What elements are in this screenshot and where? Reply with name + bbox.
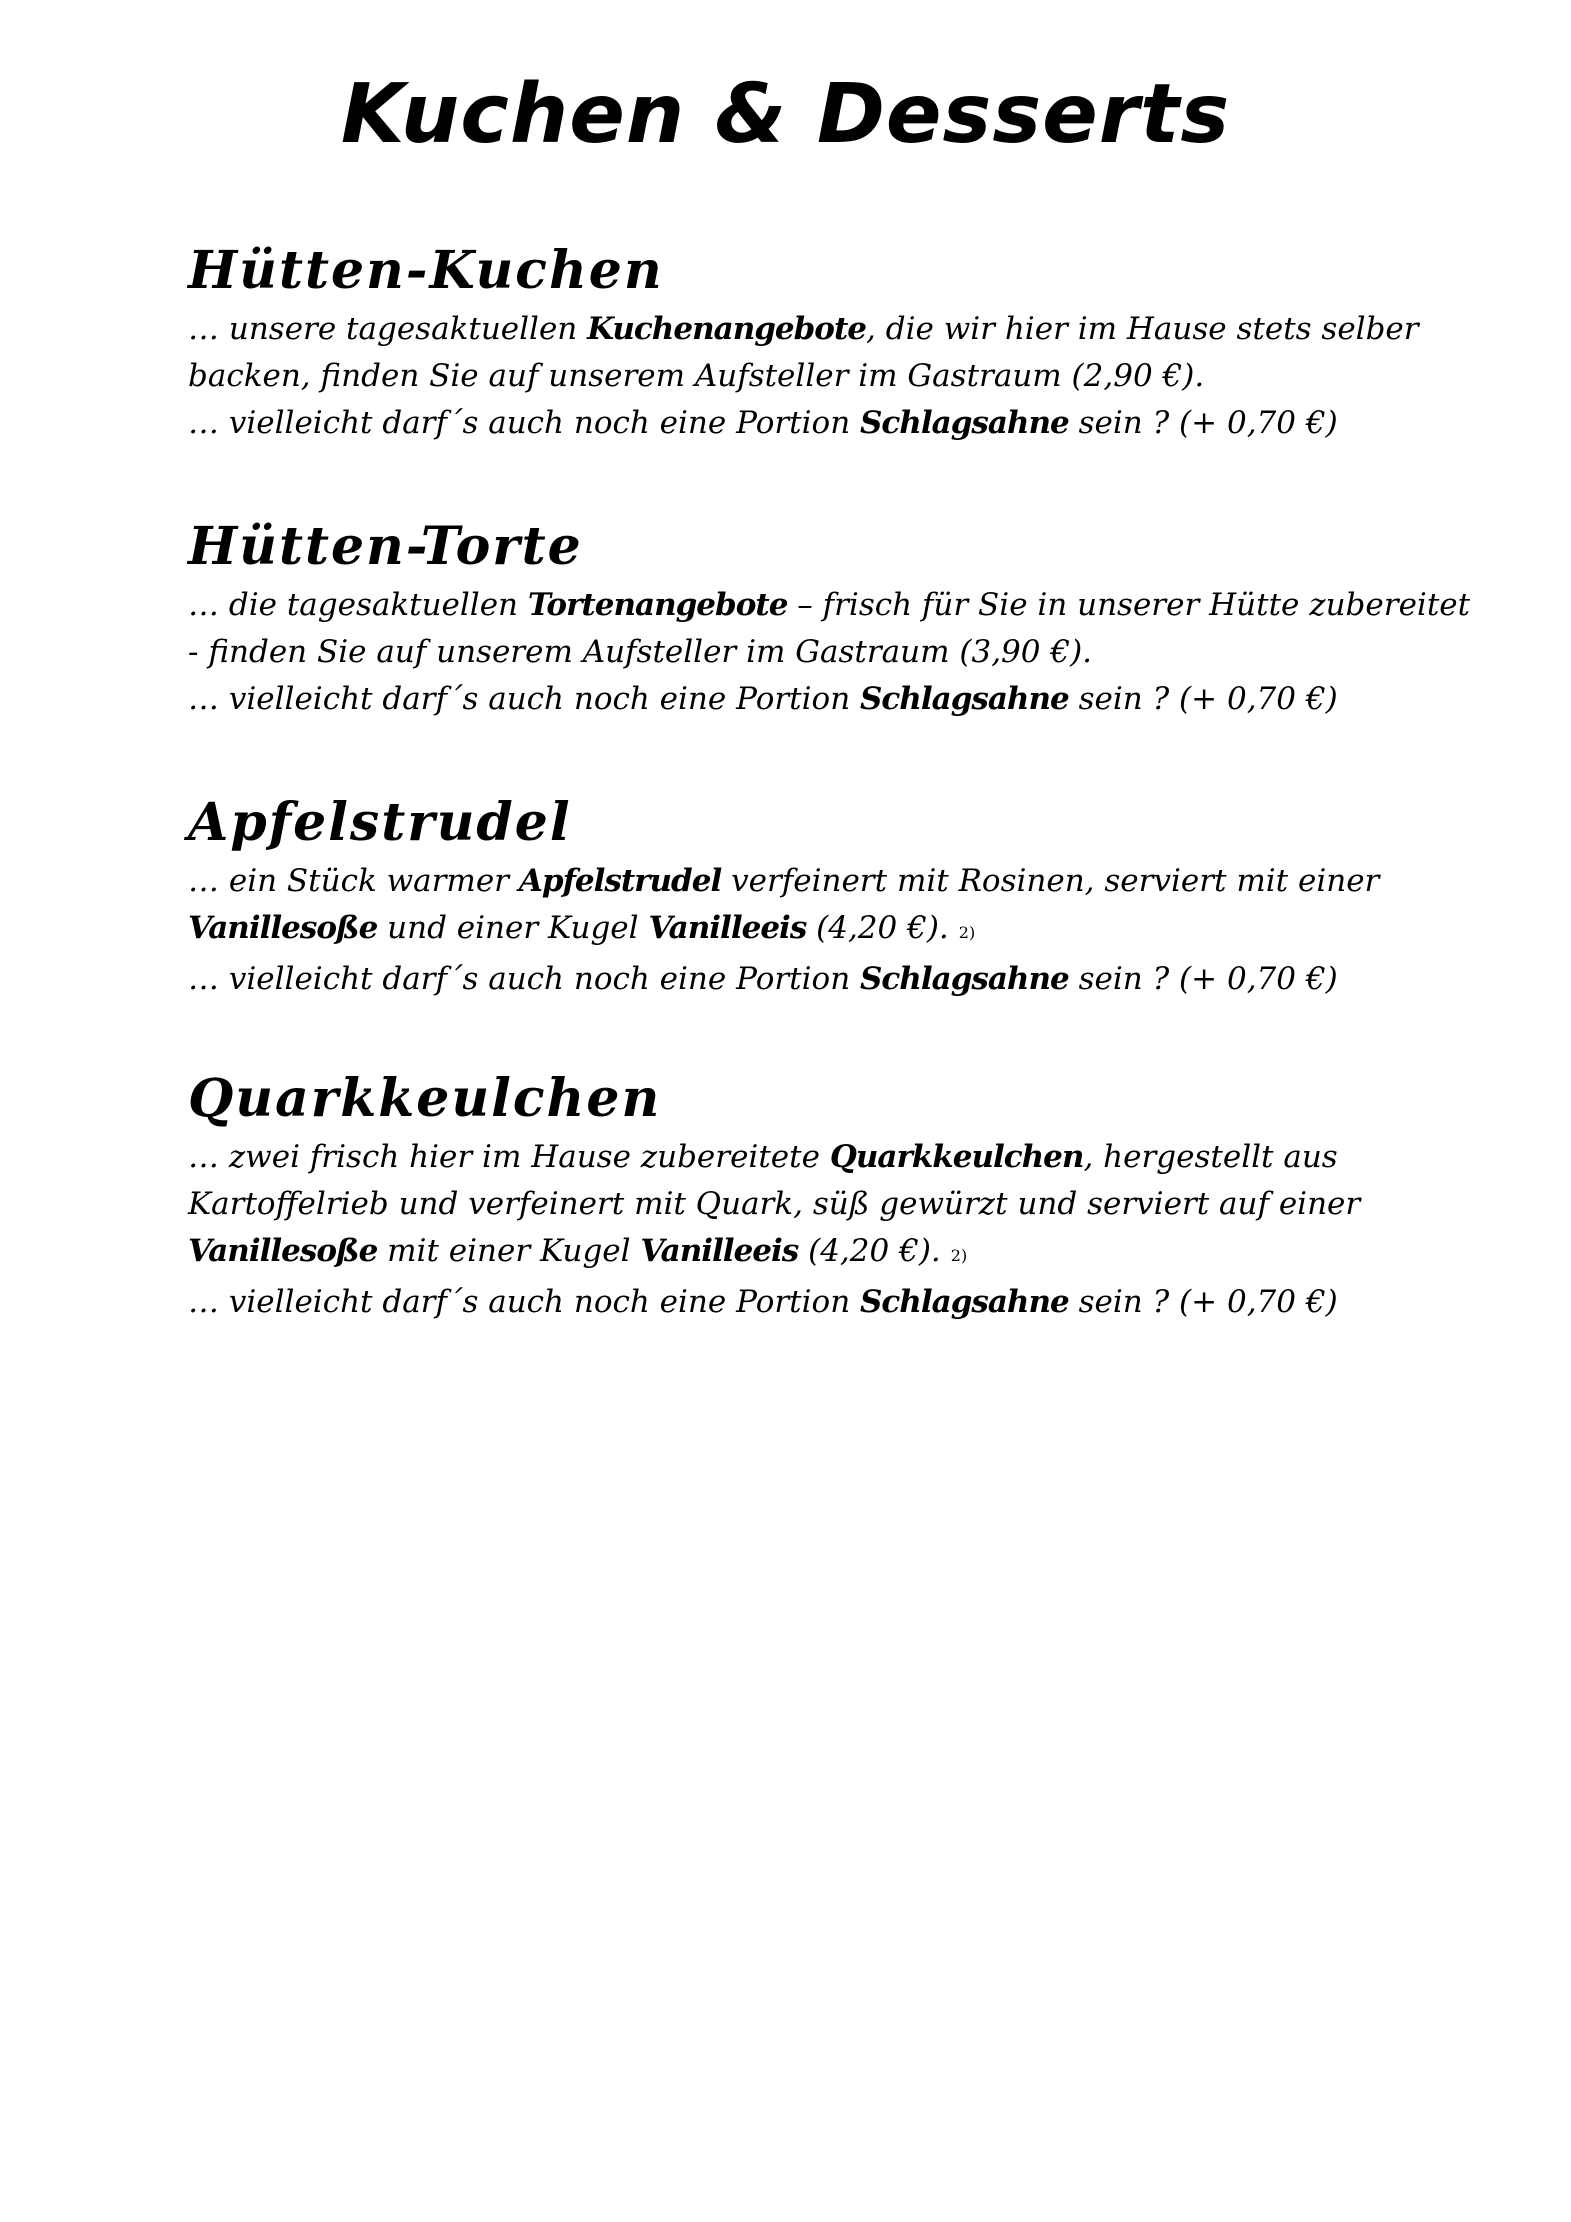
description-line — [188, 629, 1448, 676]
text-span: … unsere tagesaktuellen — [188, 311, 588, 347]
footnote-marker: 2) — [958, 923, 976, 942]
text-span: sein ? (+ 0,70 €) — [1068, 961, 1338, 997]
text-span: (4,20 €). — [806, 910, 949, 946]
section-heading: Apfelstrudel — [188, 792, 572, 853]
highlight-quarkkeulchen: Quarkkeulchen — [829, 1139, 1084, 1175]
description-line — [188, 400, 1448, 447]
text-span: und einer Kugel — [377, 910, 649, 946]
section-quarkkeulchen — [188, 1064, 1448, 1326]
section-description — [188, 1134, 1448, 1326]
highlight-schlagsahne: Schlagsahne — [860, 1284, 1069, 1320]
description-line — [188, 858, 1448, 905]
text-span: … vielleicht darf´s auch noch eine Portion — [188, 961, 861, 997]
section-apfelstrudel — [188, 788, 1448, 1003]
text-span: sein ? (+ 0,70 €) — [1068, 405, 1338, 441]
section-heading: Quarkkeulchen — [188, 1068, 662, 1129]
section-huetten-torte — [188, 512, 1471, 723]
description-line — [188, 353, 1448, 400]
section-heading: Hütten-Torte — [188, 516, 583, 577]
description-line — [188, 956, 1448, 1003]
text-span: sein ? (+ 0,70 €) — [1068, 1284, 1338, 1320]
highlight-schlagsahne: Schlagsahne — [860, 961, 1069, 997]
description-line — [188, 1279, 1448, 1326]
description-line — [188, 676, 1448, 723]
text-span: , hergestellt aus — [1083, 1139, 1338, 1175]
text-span: … vielleicht darf´s auch noch eine Portion — [188, 405, 861, 441]
section-description — [188, 858, 1448, 1003]
highlight-vanilleeis: Vanilleeis — [648, 910, 807, 946]
highlight-schlagsahne: Schlagsahne — [860, 405, 1069, 441]
text-span: sein ? (+ 0,70 €) — [1068, 681, 1338, 717]
text-span: … vielleicht darf´s auch noch eine Portion — [188, 681, 861, 717]
footnote-marker: 2) — [950, 1246, 968, 1265]
highlight-schlagsahne: Schlagsahne — [860, 681, 1069, 717]
text-span: verfeinert mit Rosinen, serviert mit einer — [721, 863, 1380, 899]
text-span: - finden Sie auf unserem Aufsteller im Gastraum (3,90 €). — [188, 634, 1093, 670]
highlight-kuchenangebote: Kuchenangebote — [587, 311, 867, 347]
description-line — [188, 1181, 1448, 1228]
description-line — [188, 1228, 1448, 1279]
highlight-vanillesosse: Vanillesoße — [188, 1233, 378, 1269]
page-title: Kuchen & Desserts — [340, 67, 1231, 162]
text-span: (4,20 €). — [798, 1233, 941, 1269]
description-line — [188, 306, 1448, 353]
highlight-vanilleeis: Vanilleeis — [640, 1233, 799, 1269]
description-line — [188, 905, 1448, 956]
text-span: … zwei frisch hier im Hause zubereitete — [188, 1139, 830, 1175]
highlight-tortenangebote: Tortenangebote — [527, 587, 788, 623]
section-description — [188, 582, 1471, 723]
text-span: … ein Stück warmer — [188, 863, 519, 899]
description-line — [188, 1134, 1448, 1181]
text-span: Kartoffelrieb und verfeinert mit Quark, süß gewürzt und serviert auf einer — [188, 1186, 1361, 1222]
text-span: backen, finden Sie auf unserem Aufsteller im Gastraum (2,90 €). — [188, 358, 1205, 394]
text-span: … die tagesaktuellen — [188, 587, 528, 623]
text-span: , die wir hier im Hause stets selber — [866, 311, 1419, 347]
text-span: … vielleicht darf´s auch noch eine Portion — [188, 1284, 861, 1320]
text-span: mit einer Kugel — [377, 1233, 641, 1269]
highlight-apfelstrudel: Apfelstrudel — [518, 863, 722, 899]
section-huetten-kuchen — [188, 236, 1448, 447]
section-heading: Hütten-Kuchen — [188, 240, 664, 301]
description-line — [188, 582, 1471, 629]
section-description — [188, 306, 1448, 447]
text-span: – frisch für Sie in unserer Hütte zubereitet — [787, 587, 1471, 623]
highlight-vanillesosse: Vanillesoße — [188, 910, 378, 946]
